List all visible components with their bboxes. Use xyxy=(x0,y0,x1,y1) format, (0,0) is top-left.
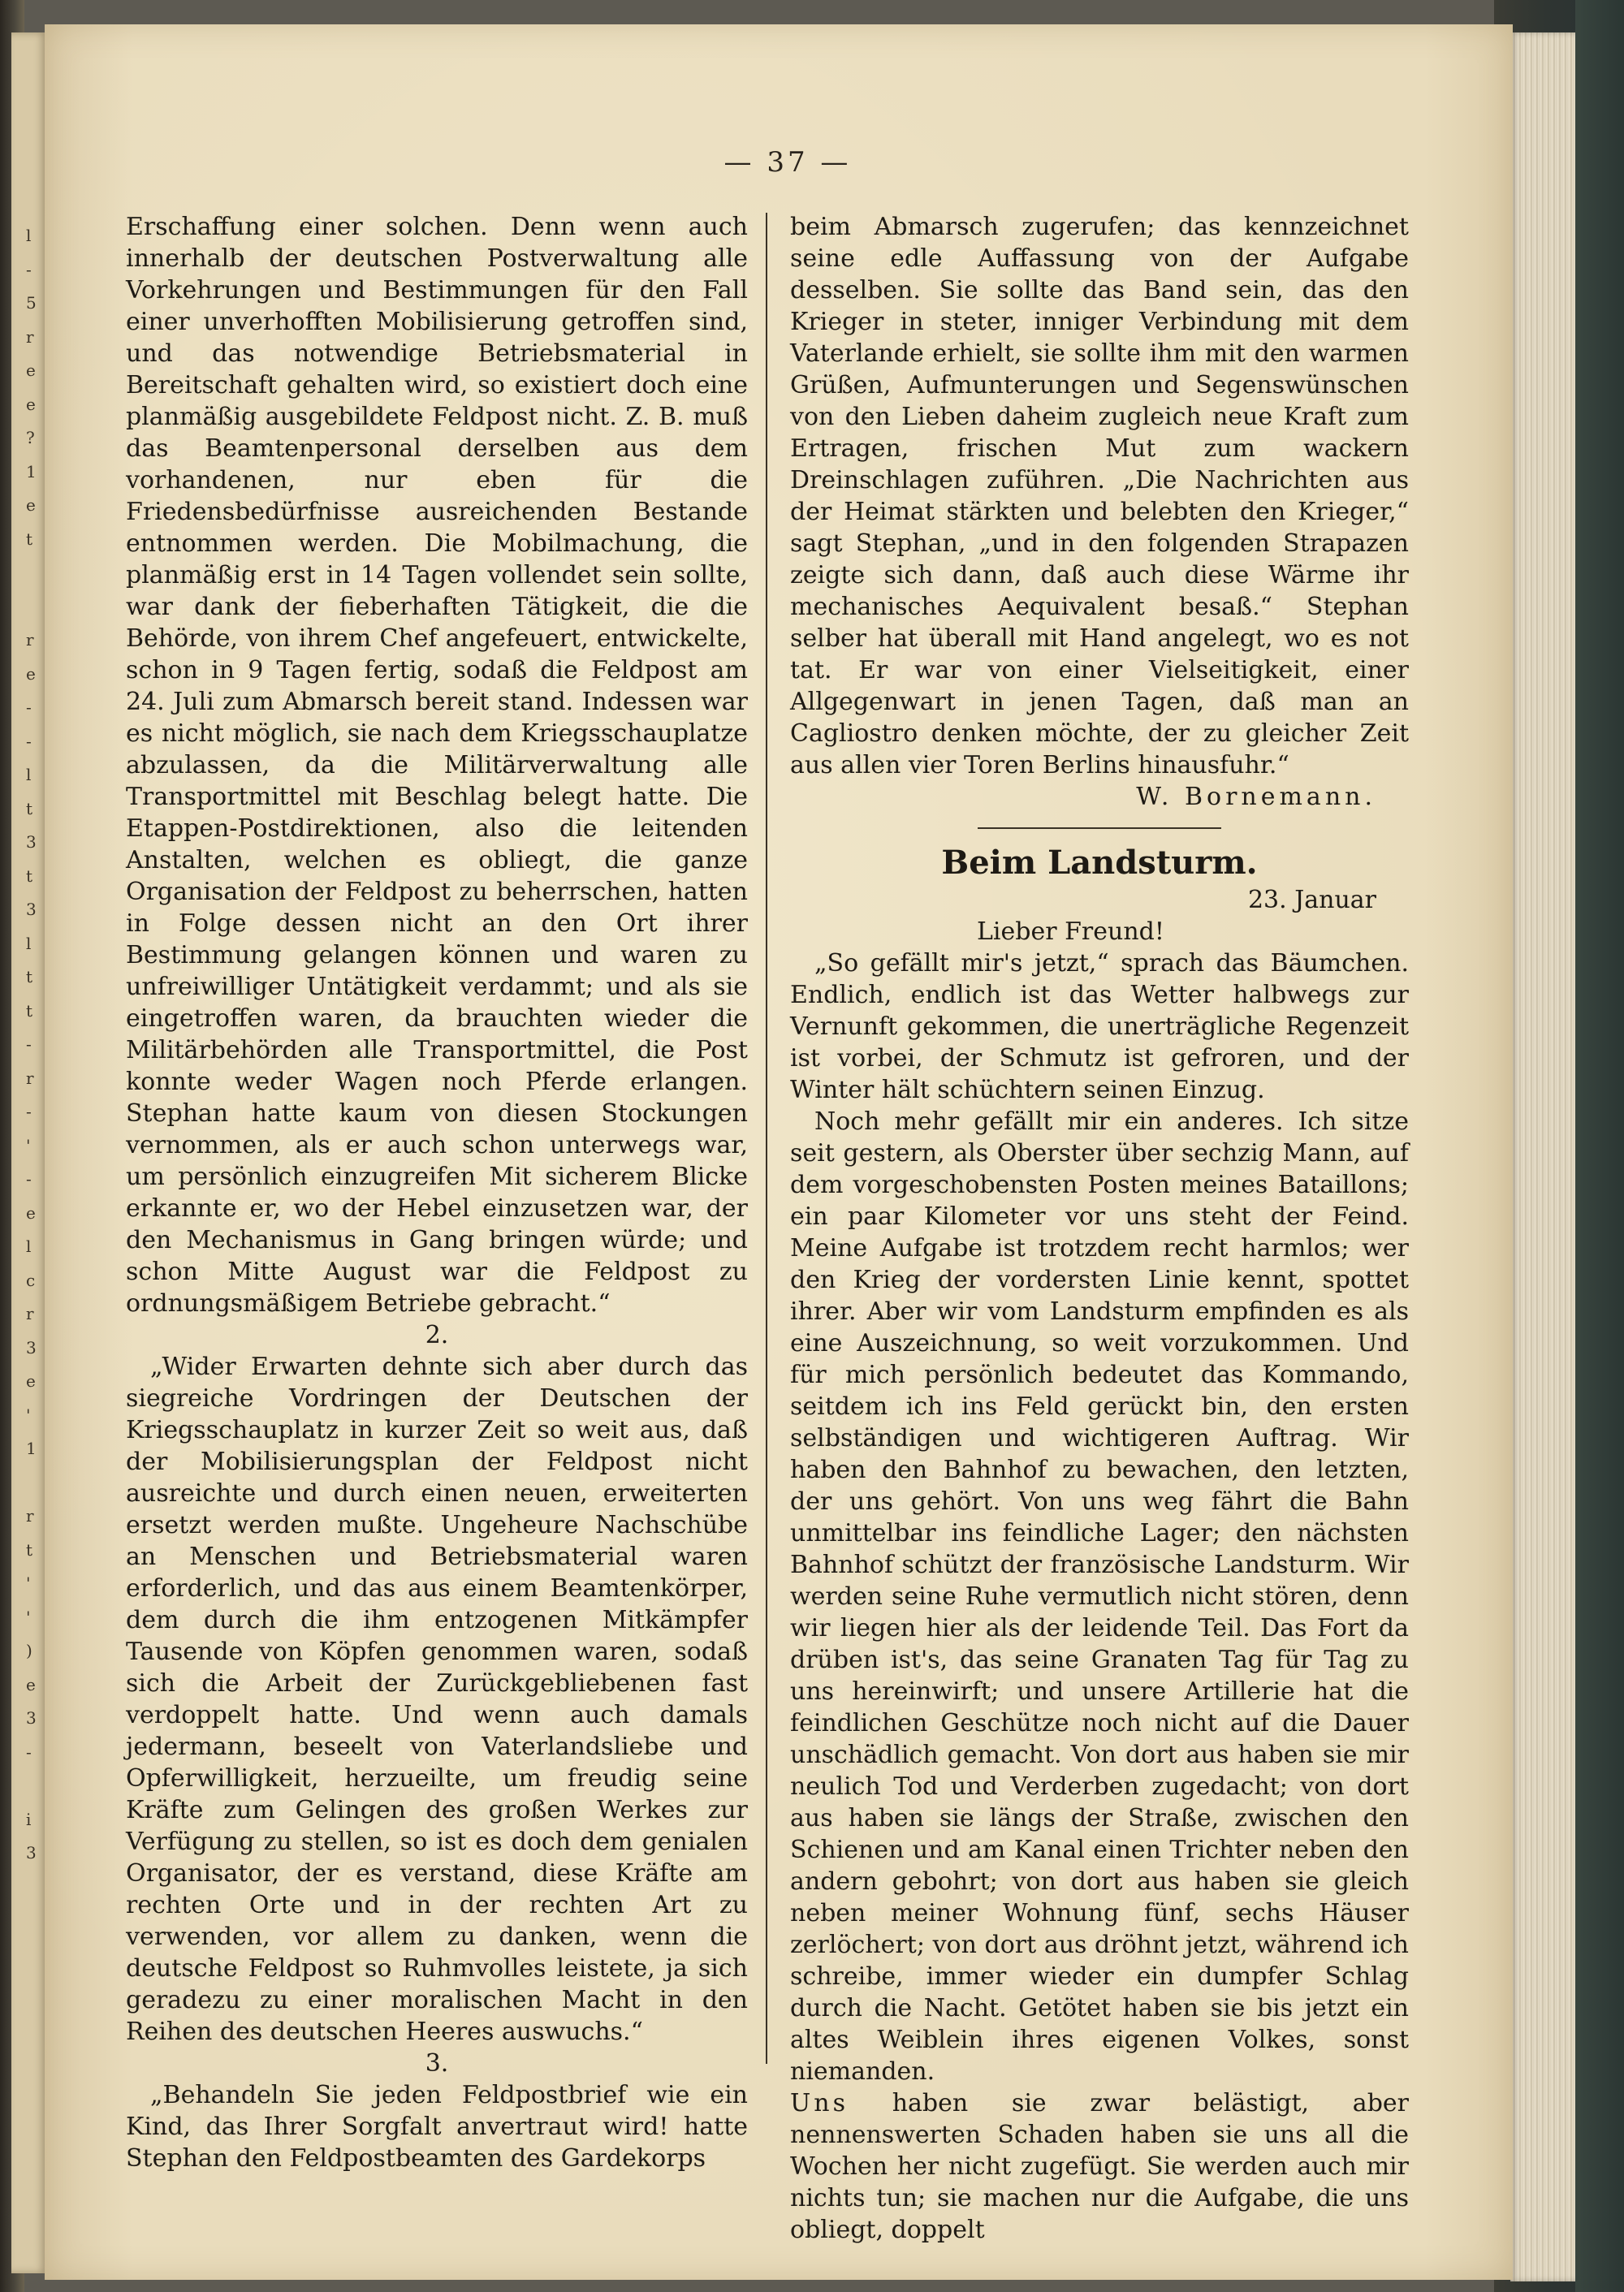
letter-salutation: Lieber Freund! xyxy=(977,917,1164,946)
letter-date: 23. Januar xyxy=(1247,886,1376,914)
right-column xyxy=(790,211,1409,2246)
right-paragraph-1: beim Abmarsch zugerufen; das kennzeichnet seine edle Auffassung von der Aufgabe desselben. Sie sollte das Band sein, das den Krieger in steter, inniger Verbindung mit dem Vaterlande erhielt, sie sollte ihm mit den warmen Grüßen, Aufmunterungen und Segenswünschen von den Lieben daheim zugleich neue Kraft zum Ertragen, frischen Mut zum wackern Dreinschlagen zuführen. „Die Nachrichten aus der Heimat stärkten und belebten den Krieger,“ sagt Stephan, „und in den folgenden Strapazen zeigte sich dann, daß auch diese Wärme ihr mechanisches Aequivalent besaß.“ Stephan selber hat überall mit Hand angelegt, wo es not tat. Er war von einer Vielseitigkeit, einer Allgegenwart in jenen Tagen, daß man an Cagliostro denken möchte, der zu gleicher Zeit aus allen vier Toren Berlins hinausfuhr.“ xyxy=(790,213,1409,779)
page-number-text: — 37 — xyxy=(723,146,852,179)
page-number xyxy=(45,146,1513,179)
right-paragraph-4-text: haben sie zwar belästigt, aber nennenswerten Schaden haben sie uns all die Wochen her nicht zugefügt. Sie werden auch mir nichts tun; sie machen nur die Aufgabe, die uns obliegt, doppelt xyxy=(790,2089,1409,2244)
emphasized-word: Uns xyxy=(790,2089,849,2117)
right-paragraph-3: Noch mehr gefällt mir ein anderes. Ich sitze seit gestern, als Oberster über sechzig Mann, auf dem vorgeschobensten Posten meines Bataillons; ein paar Kilometer vor uns steht der Feind. Meine Aufgabe ist trotzdem recht harmlos; wer den Krieg der vordersten Linie kennt, spottet ihrer. Aber wir vom Landsturm empfinden es als eine Auszeichnung, so weit vorzukommen. Und für mich persönlich bedeutet das Kommando, seitdem ich ins Feld gerückt bin, den ersten selbständigen und wichtigeren Auftrag. Wir haben den Bahnhof zu bewachen, den letzten, der uns gehört. Von uns weg fährt die Bahn unmittelbar ins feindliche Lager; den nächsten Bahnhof schützt der französische Landsturm. Wir werden seine Ruhe vermutlich nicht stören, denn wir liegen hier als der leidende Teil. Das Fort da drüben ist's, das seine Granaten Tag für Tag zu uns hereinwirft; und unsere Artillerie hat die feindlichen Geschütze noch nicht auf die Dauer unschädlich gemacht. Von dort aus haben sie mir neulich Tod und Verderben zugedacht; von dort aus haben sie längs der Straße, zwischen den Schienen und am Kanal einen Trichter neben den andern gebohrt; von dort aus haben sie gleich neben meiner Wohnung fünf, sechs Häuser zerlöchert; von dort aus dröhnt jetzt, während ich schreibe, immer wieder ein dumpfer Schlag durch die Nacht. Getötet haben sie bis jetzt ein altes Weiblein ihres eigenen Volkes, sonst niemanden. xyxy=(790,1107,1409,2086)
right-paragraph-4 xyxy=(790,2087,1409,2246)
section-number-3: 3. xyxy=(425,2049,449,2078)
signature-line xyxy=(790,781,1409,813)
author-signature: W. Bornemann. xyxy=(1136,783,1376,811)
left-paragraph-1: Erschaffung einer solchen. Denn wenn auch innerhalb der deutschen Postverwaltung alle Vorkehrungen und Bestimmungen für den Fall einer unverhofften Mobilisierung getroffen sind, und das notwendige Betriebsmaterial in Bereitschaft gehalten wird, so existiert doch eine planmäßig ausgebildete Feldpost nicht. Z. B. muß das Beamtenpersonal derselben aus dem vorhandenen, nur eben für die Friedensbedürfnisse ausreichenden Bestande entnommen werden. Die Mobilmachung, die planmäßig erst in 14 Tagen vollendet sein sollte, war dank der fieberhaften Tätigkeit, die die Behörde, von ihrem Chef angefeuert, entwickelte, schon in 9 Tagen fertig, sodaß die Feldpost am 24. Juli zum Abmarsch bereit stand. Indessen war es nicht möglich, sie nach dem Kriegsschauplatze abzulassen, da die Militärverwaltung alle Transportmittel mit Beschlag belegt hatte. Die Etappen-Postdirektionen, also die leitenden Anstalten, welchen es obliegt, die ganze Organisation der Feldpost zu beherrschen, hatten in Folge dessen nicht an den Ort ihrer Bestimmung gelangen können und waren zu unfreiwilliger Untätigkeit verdammt; und als sie eingetroffen waren, da brauchten wieder die Militärbehörden alle Transportmittel, die Post konnte weder Wagen noch Pferde erlangen. Stephan hatte kaum von diesen Stockungen vernommen, als er auch schon unterwegs war, um persönlich einzugreifen Mit sicherem Blicke erkannte er, wo der Hebel einzusetzen war, der den Mechanismus in Gang bringen würde; und schon Mitte August war die Feldpost zu ordnungsmäßigem Betriebe gebracht.“ xyxy=(126,213,748,1318)
left-paragraph-2: „Wider Erwarten dehnte sich aber durch das siegreiche Vordringen der Deutschen der Kriegsschauplatz in kurzer Zeit so weit aus, daß der Mobilisierungsplan der Feldpost nicht ausreichte und durch einen neuen, erweiterten ersetzt werden mußte. Ungeheure Nachschübe an Menschen und Betriebsmaterial waren erforderlich, und das aus einem Beamtenkörper, dem durch die ihm entzogenen Mitkämpfer Tausende von Köpfen genommen waren, sodaß sich die Arbeit der Zurückgebliebenen fast verdoppelt hatte. Und wenn auch damals jedermann, beseelt von Vaterlandsliebe und Opferwilligkeit, herzueilte, um freudig seine Kräfte zum Gelingen des großen Werkes zur Verfügung zu stellen, so ist es doch dem genialen Organisator, der es verstand, diese Kräfte am rechten Orte und in der rechten Art zu verwenden, vor allem zu danken, wenn die deutsche Feldpost so Ruhmvolles leistete, ja sich geradezu zu einer moralischen Macht in den Reihen des deutschen Heeres auswuchs.“ xyxy=(126,1353,748,2046)
book-page xyxy=(45,24,1513,2280)
page-stack-edge xyxy=(1510,32,1577,2281)
section-number-2: 2. xyxy=(425,1321,449,1349)
left-paragraph-3: „Behandeln Sie jeden Feldpostbrief wie ein Kind, das Ihrer Sorgfalt anvertraut wird! hatte Stephan den Feldpostbeamten des Gardekorps xyxy=(126,2081,748,2173)
book-cover-spine xyxy=(1575,0,1624,2292)
column-divider xyxy=(766,213,767,2064)
previous-page-text-fragments: l - 5 r e e ? 1 e t r e - - l t 3 t 3 l t t - r - ' - e l c r 3 e ' 1 r t ' ' ) e 3 - i 3 xyxy=(26,226,37,1863)
left-column xyxy=(126,211,748,2174)
article-headline: Beim Landsturm. xyxy=(941,844,1258,882)
section-rule xyxy=(978,827,1221,829)
previous-page-edge xyxy=(11,32,47,2273)
right-paragraph-2: „So gefällt mir's jetzt,“ sprach das Bäumchen. Endlich, endlich ist das Wetter halbwegs zur Vernunft gekommen, die unerträgliche Regenzeit ist vorbei, der Schmutz ist gefroren, und der Winter hält schüchtern seinen Einzug. xyxy=(790,949,1409,1104)
